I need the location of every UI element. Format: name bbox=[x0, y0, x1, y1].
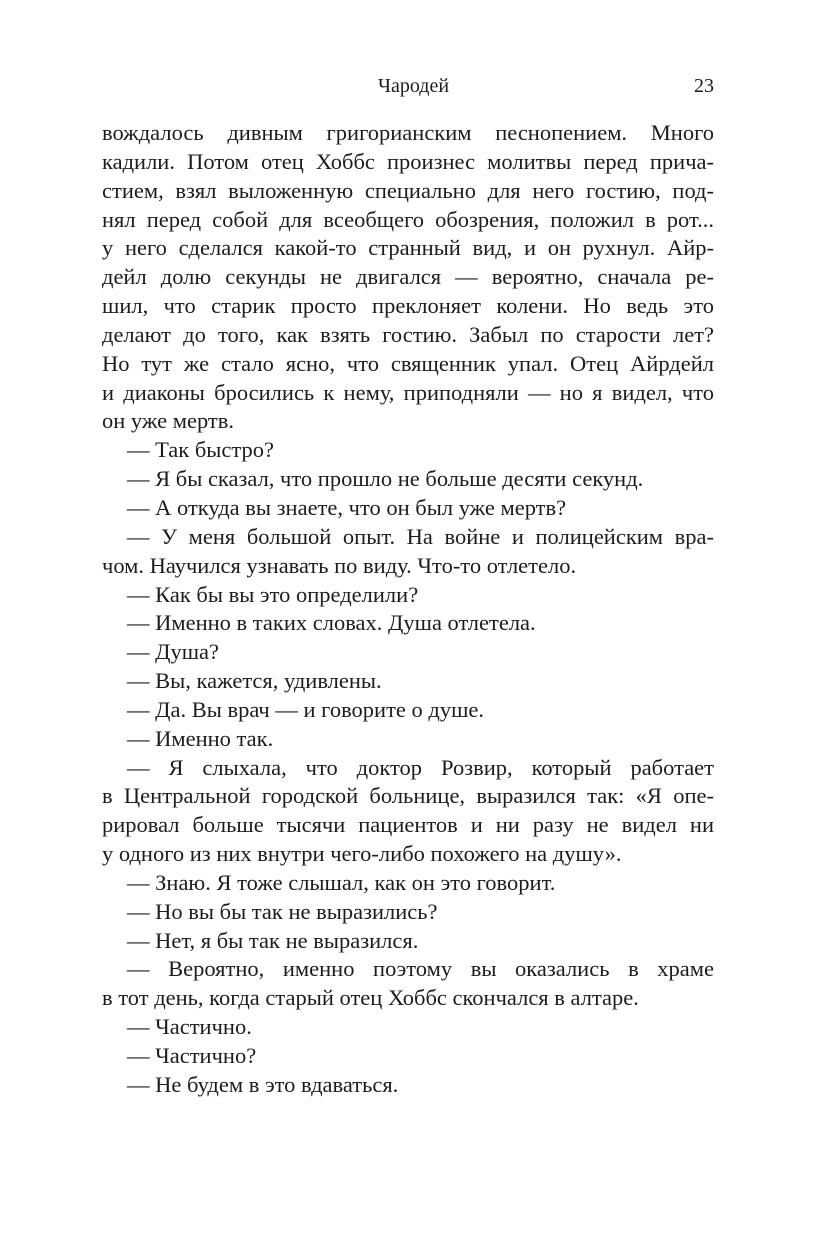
text-line: — Я слыхала, что доктор Розвир, который работает bbox=[127, 754, 714, 780]
text-line: в тот день, когда старый отец Хоббс скончался в алтаре. bbox=[102, 985, 639, 1011]
text-line: — У меня большой опыт. На войне и полицейским вра- bbox=[127, 523, 714, 549]
text-line: — Именно в таких словах. Душа отлетела. bbox=[127, 610, 536, 636]
running-title: Чародей bbox=[377, 75, 450, 97]
text-line: он уже мертв. bbox=[102, 408, 234, 434]
text-line: — Частично. bbox=[127, 1014, 252, 1040]
text-line: Но тут же стало ясно, что священник упал. Отец Айрдейл bbox=[102, 350, 714, 376]
page-number: 23 bbox=[694, 75, 714, 97]
text-line: — А откуда вы знаете, что он был уже мертв? bbox=[127, 494, 567, 520]
text-line: — Душа? bbox=[127, 639, 220, 665]
text-line: у него сделался какой-то странный вид, и он рухнул. Айр- bbox=[102, 235, 714, 261]
text-line: кадили. Потом отец Хоббс произнес молитвы перед прича- bbox=[102, 148, 714, 174]
text-line: — Не будем в это вдаваться. bbox=[127, 1071, 399, 1097]
text-line: шил, что старик просто преклоняет колени. Но ведь это bbox=[102, 293, 714, 319]
text-line: чом. Научился узнавать по виду. Что-то отлетело. bbox=[102, 552, 577, 578]
text-line: — Знаю. Я тоже слышал, как он это говорит. bbox=[127, 869, 556, 895]
text-line: — Вы, кажется, удивлены. bbox=[127, 668, 382, 694]
text-line: — Нет, я бы так не выразился. bbox=[127, 927, 419, 953]
body-text bbox=[102, 119, 714, 1100]
text-line: — Так быстро? bbox=[127, 437, 274, 463]
running-head bbox=[0, 72, 827, 100]
text-line: и диаконы бросились к нему, приподняли — но я видел, что bbox=[102, 379, 714, 405]
text-line: вождалось дивным григорианским песнопением. Много bbox=[102, 120, 714, 145]
text-line: в Центральной городской больнице, выразился так: «Я опе- bbox=[102, 783, 714, 809]
text-line: — Да. Вы врач — и говорите о душе. bbox=[127, 696, 485, 722]
text-line: нял перед собой для всеобщего обозрения, положил в рот... bbox=[102, 206, 714, 232]
text-line: стием, взял выложенную специально для него гостию, под- bbox=[102, 177, 714, 203]
text-line: делают до того, как взять гостию. Забыл по старости лет? bbox=[102, 321, 714, 347]
text-line: рировал больше тысячи пациентов и ни разу не видел ни bbox=[102, 812, 714, 838]
text-line: — Именно так. bbox=[127, 725, 274, 751]
text-line: — Как бы вы это определили? bbox=[127, 581, 419, 607]
text-line: — Частично? bbox=[127, 1043, 257, 1068]
text-line: у одного из них внутри чего-либо похожего на душу». bbox=[102, 841, 622, 867]
text-line: — Вероятно, именно поэтому вы оказались в храме bbox=[127, 956, 714, 982]
text-line: — Но вы бы так не выразились? bbox=[127, 898, 438, 924]
text-line: дейл долю секунды не двигался — вероятно, сначала ре- bbox=[102, 264, 714, 290]
text-line: — Я бы сказал, что прошло не больше десяти секунд. bbox=[127, 466, 644, 492]
